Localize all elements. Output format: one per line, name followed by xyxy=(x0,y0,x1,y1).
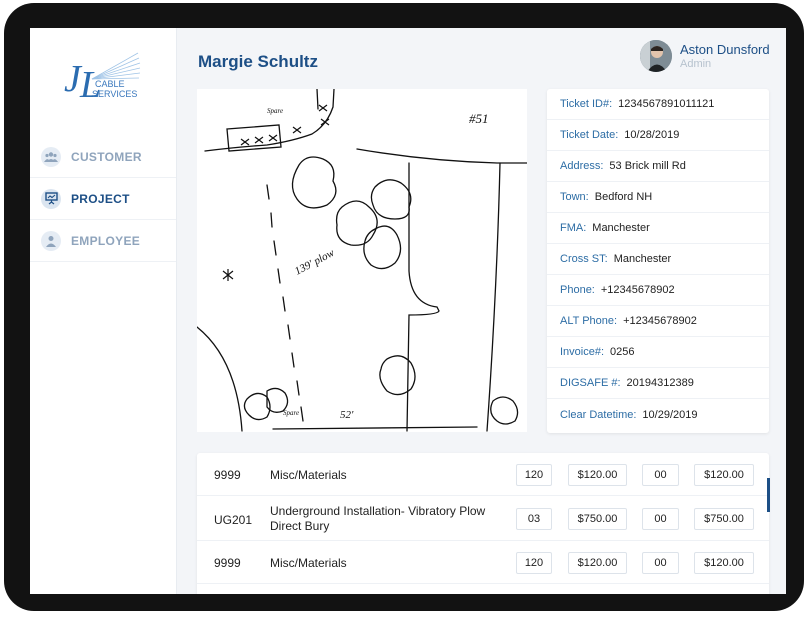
svg-text:L: L xyxy=(80,64,102,105)
total-field[interactable]: $120.00 xyxy=(694,552,754,574)
item-description: Underground Installation- Vibratory Plow Direct Bury xyxy=(270,504,486,533)
sidebar-item-label: CUSTOMER xyxy=(71,149,142,164)
detail-value: 20194312389 xyxy=(626,377,694,389)
svg-text:J: J xyxy=(64,58,81,100)
detail-phone xyxy=(547,275,769,306)
user-name: Aston Dunsford xyxy=(680,41,770,57)
detail-value: Manchester xyxy=(613,253,672,265)
detail-clear-datetime xyxy=(547,399,769,430)
site-sketch-image xyxy=(197,89,527,432)
avatar[interactable] xyxy=(640,40,672,72)
total-field[interactable]: $750.00 xyxy=(694,508,754,530)
detail-label: DIGSAFE #: xyxy=(560,377,621,389)
detail-value: 53 Brick mill Rd xyxy=(609,160,686,172)
user-role: Admin xyxy=(680,57,712,70)
sidebar-item-customer[interactable] xyxy=(30,136,176,178)
extra-field[interactable]: 00 xyxy=(642,508,679,530)
table-row[interactable] xyxy=(197,496,769,541)
detail-value: 10/29/2019 xyxy=(642,408,698,421)
detail-label: Clear Datetime: xyxy=(560,408,637,421)
detail-value: Manchester xyxy=(592,222,650,234)
sketch-bottom-label: 52' xyxy=(340,409,354,421)
detail-ticket-id xyxy=(547,89,769,120)
detail-value: +12345678902 xyxy=(623,315,697,327)
item-code: UG201 xyxy=(214,513,253,527)
rate-field[interactable]: $120.00 xyxy=(568,464,627,486)
detail-town xyxy=(547,182,769,213)
sidebar-item-employee[interactable] xyxy=(30,220,176,262)
company-logo[interactable] xyxy=(62,49,142,105)
tablet-frame xyxy=(4,3,804,611)
detail-fma xyxy=(547,213,769,244)
detail-label: Cross ST: xyxy=(560,253,608,265)
person-icon xyxy=(41,231,61,251)
detail-digsafe xyxy=(547,368,769,399)
sketch-spare-label-1: Spare xyxy=(267,107,284,115)
line-items-table xyxy=(197,453,769,594)
detail-label: Invoice#: xyxy=(560,346,605,358)
qty-field[interactable]: 03 xyxy=(516,508,552,530)
ticket-details-panel xyxy=(547,89,769,433)
page-title: Margie Schultz xyxy=(198,52,318,71)
detail-ticket-date xyxy=(547,120,769,151)
detail-value: Bedford NH xyxy=(594,191,653,203)
rate-field[interactable]: $120.00 xyxy=(568,552,627,574)
detail-value: 10/28/2019 xyxy=(624,129,680,141)
detail-value: 0256 xyxy=(610,346,635,358)
item-code: 9999 xyxy=(214,468,241,482)
detail-label: Address: xyxy=(560,160,604,172)
sketch-spare-label-2: Spare xyxy=(283,409,300,417)
detail-invoice xyxy=(547,337,769,368)
detail-label: FMA: xyxy=(560,222,587,234)
presentation-icon xyxy=(41,189,61,209)
detail-label: Town: xyxy=(560,191,589,203)
sidebar-nav xyxy=(30,136,176,262)
detail-value: 1234567891011121 xyxy=(618,98,715,110)
qty-field[interactable]: 120 xyxy=(516,464,552,486)
detail-label: Ticket ID#: xyxy=(560,98,613,110)
rate-field[interactable]: $750.00 xyxy=(568,508,627,530)
logo-text-line1: CABLE xyxy=(95,79,125,89)
sidebar-item-label: PROJECT xyxy=(71,191,130,206)
user-profile[interactable] xyxy=(640,39,770,73)
table-row[interactable] xyxy=(197,453,769,496)
sidebar-item-project[interactable] xyxy=(30,178,176,220)
detail-label: Phone: xyxy=(560,284,595,296)
scrollbar-thumb[interactable] xyxy=(767,478,770,512)
qty-field[interactable]: 120 xyxy=(516,552,552,574)
sketch-lot-label: #51 xyxy=(469,111,489,126)
detail-value: +12345678902 xyxy=(600,284,675,296)
users-icon xyxy=(41,147,61,167)
sketch-plow-label: 139' plow xyxy=(292,246,337,278)
detail-label: ALT Phone: xyxy=(560,315,618,327)
table-row[interactable] xyxy=(197,541,769,584)
extra-field[interactable]: 00 xyxy=(642,464,679,486)
logo-text-line2: SERVICES xyxy=(92,89,138,99)
detail-cross-st xyxy=(547,244,769,275)
detail-alt-phone xyxy=(547,306,769,337)
detail-address xyxy=(547,151,769,182)
item-description: Misc/Materials xyxy=(270,468,347,482)
app-screen xyxy=(30,28,786,594)
detail-label: Ticket Date: xyxy=(560,129,619,141)
item-code: 9999 xyxy=(214,556,241,570)
sidebar xyxy=(30,28,177,594)
total-field[interactable]: $120.00 xyxy=(694,464,754,486)
extra-field[interactable]: 00 xyxy=(642,552,679,574)
item-description: Misc/Materials xyxy=(270,556,347,570)
sidebar-item-label: EMPLOYEE xyxy=(71,233,141,248)
